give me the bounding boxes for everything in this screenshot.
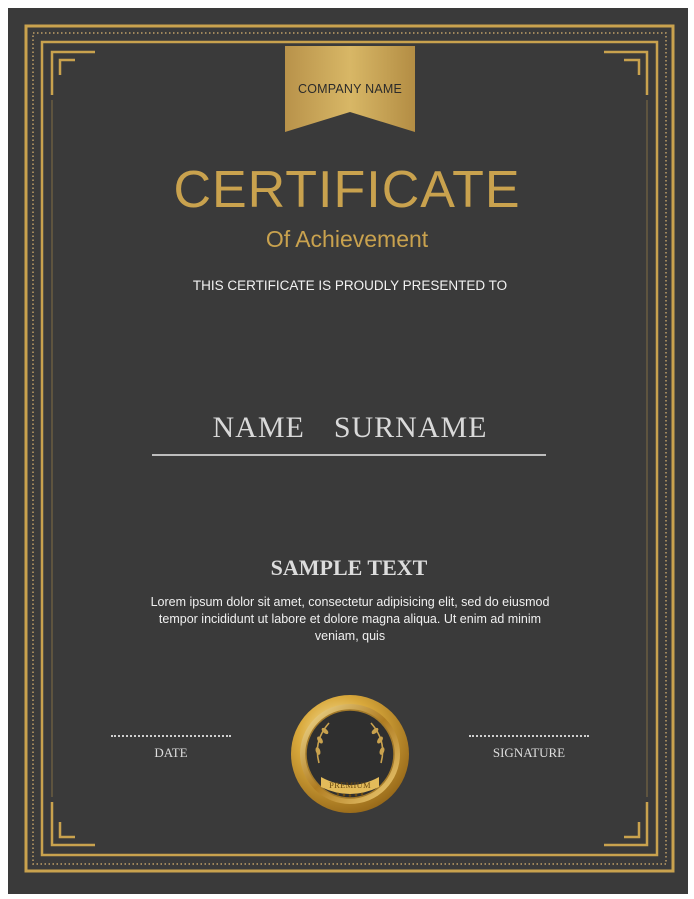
certificate-subtitle: Of Achievement	[265, 226, 429, 252]
presented-to-line: THIS CERTIFICATE IS PROUDLY PRESENTED TO	[192, 278, 508, 293]
company-name: COMPANY NAME	[297, 82, 403, 96]
name-underline	[152, 454, 546, 456]
date-label: DATE	[154, 745, 188, 760]
certificate-title: CERTIFICATE	[173, 161, 521, 219]
sample-heading: SAMPLE TEXT	[270, 555, 428, 580]
signature-label: SIGNATURE	[492, 745, 566, 760]
date-dotted-line	[111, 735, 231, 737]
premium-quality-seal-icon	[289, 693, 411, 815]
signature-dotted-line	[469, 735, 589, 737]
corner-ornament-top-right	[604, 52, 647, 95]
body-text: Lorem ipsum dolor sit amet, consectetur adipisicing elit, sed do eiusmod tempor incididunt ut labore et dolore magna aliqua. Ut enim ad minim veniam, quis	[150, 595, 550, 643]
company-ribbon	[285, 46, 415, 132]
recipient-name: NAME SURNAME	[212, 411, 488, 444]
corner-ornament-bottom-left	[52, 802, 95, 845]
corner-ornament-bottom-right	[604, 802, 647, 845]
corner-ornament-top-left	[52, 52, 95, 95]
premium-seal	[289, 693, 411, 815]
seal-label: PREMIUM	[329, 780, 371, 790]
